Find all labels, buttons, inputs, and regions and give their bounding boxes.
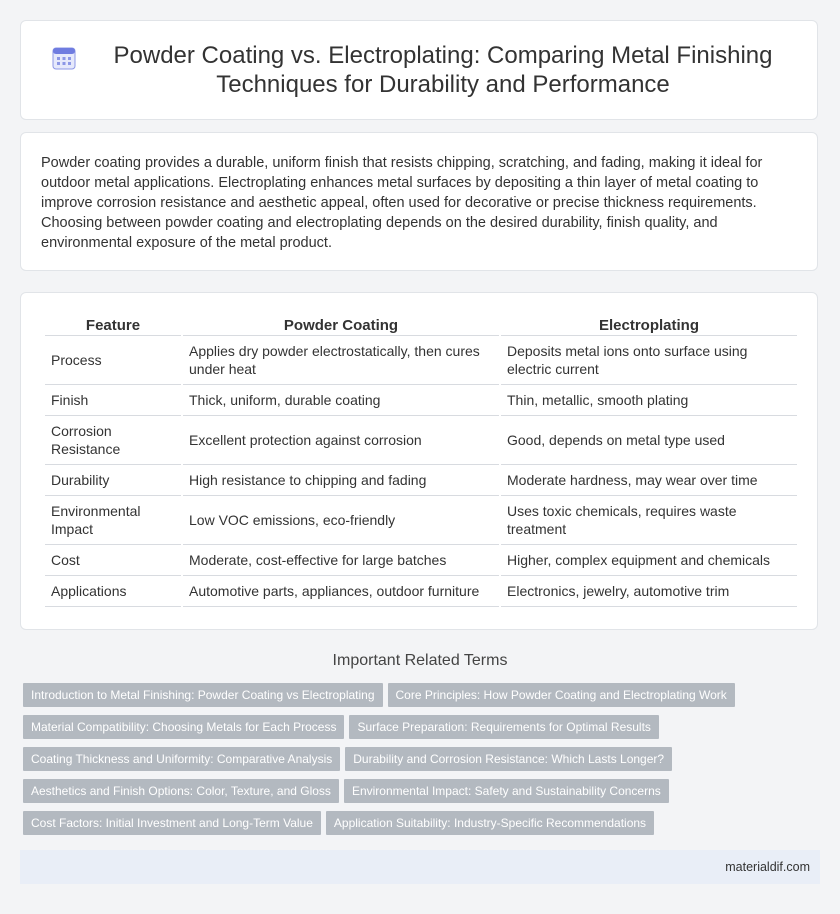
feature-cell: Environmental Impact <box>45 496 181 545</box>
powder-coating-cell: Low VOC emissions, eco-friendly <box>183 496 499 545</box>
electroplating-cell: Electronics, jewelry, automotive trim <box>501 576 797 607</box>
table-row <box>45 465 797 496</box>
related-term-link[interactable]: Coating Thickness and Uniformity: Comparative Analysis <box>23 747 340 771</box>
powder-coating-cell: Moderate, cost-effective for large batches <box>183 545 499 576</box>
table-row <box>45 576 797 607</box>
powder-coating-cell: Thick, uniform, durable coating <box>183 385 499 416</box>
electroplating-cell: Thin, metallic, smooth plating <box>501 385 797 416</box>
related-term-link[interactable]: Material Compatibility: Choosing Metals for Each Process <box>23 715 344 739</box>
header-feature: Feature <box>45 313 181 336</box>
related-terms-list <box>23 683 823 843</box>
related-term-link[interactable]: Durability and Corrosion Resistance: Which Lasts Longer? <box>345 747 672 771</box>
related-term-link[interactable]: Environmental Impact: Safety and Sustainability Concerns <box>344 779 669 803</box>
feature-cell: Durability <box>45 465 181 496</box>
electroplating-cell: Good, depends on metal type used <box>501 416 797 465</box>
related-term-link[interactable]: Cost Factors: Initial Investment and Long-Term Value <box>23 811 321 835</box>
footer <box>20 850 820 884</box>
header-electroplating: Electroplating <box>501 313 797 336</box>
intro-paragraph: Powder coating provides a durable, uniform finish that resists chipping, scratching, and fading, making it ideal for outdoor metal applications. Electroplating enhances metal surfaces by depositing a thin layer of metal coating to improve corrosion resistance and aesthetic appeal, often used for decorative or precise thickness requirements. Choosing between powder coating and electroplating depends on the desired durability, finish quality, and environmental exposure of the metal product. <box>41 155 763 251</box>
feature-cell: Process <box>45 336 181 385</box>
calendar-grid-icon <box>51 45 77 71</box>
title-card <box>20 20 818 120</box>
related-term-link[interactable]: Application Suitability: Industry-Specific Recommendations <box>326 811 654 835</box>
comparison-card <box>20 292 818 630</box>
electroplating-cell: Deposits metal ions onto surface using electric current <box>501 336 797 385</box>
related-term-link[interactable]: Introduction to Metal Finishing: Powder Coating vs Electroplating <box>23 683 383 707</box>
comparison-table <box>43 313 799 607</box>
table-row <box>45 416 797 465</box>
intro-card <box>20 132 818 271</box>
table-row <box>45 385 797 416</box>
powder-coating-cell: Automotive parts, appliances, outdoor furniture <box>183 576 499 607</box>
related-term-link[interactable]: Core Principles: How Powder Coating and Electroplating Work <box>388 683 735 707</box>
footer-site-link[interactable]: materialdif.com <box>725 860 810 874</box>
feature-cell: Cost <box>45 545 181 576</box>
table-row <box>45 545 797 576</box>
related-term-link[interactable]: Aesthetics and Finish Options: Color, Texture, and Gloss <box>23 779 339 803</box>
powder-coating-cell: Applies dry powder electrostatically, then cures under heat <box>183 336 499 385</box>
powder-coating-cell: High resistance to chipping and fading <box>183 465 499 496</box>
header-powder-coating: Powder Coating <box>183 313 499 336</box>
table-row <box>45 336 797 385</box>
table-header-row <box>45 313 797 336</box>
powder-coating-cell: Excellent protection against corrosion <box>183 416 499 465</box>
feature-cell: Corrosion Resistance <box>45 416 181 465</box>
page-title: Powder Coating vs. Electroplating: Comparing Metal Finishing Techniques for Durability and Performance <box>113 42 773 98</box>
electroplating-cell: Higher, complex equipment and chemicals <box>501 545 797 576</box>
feature-cell: Finish <box>45 385 181 416</box>
electroplating-cell: Moderate hardness, may wear over time <box>501 465 797 496</box>
table-row <box>45 496 797 545</box>
related-term-link[interactable]: Surface Preparation: Requirements for Optimal Results <box>349 715 658 739</box>
feature-cell: Applications <box>45 576 181 607</box>
electroplating-cell: Uses toxic chemicals, requires waste treatment <box>501 496 797 545</box>
related-terms-heading: Important Related Terms <box>332 652 508 669</box>
